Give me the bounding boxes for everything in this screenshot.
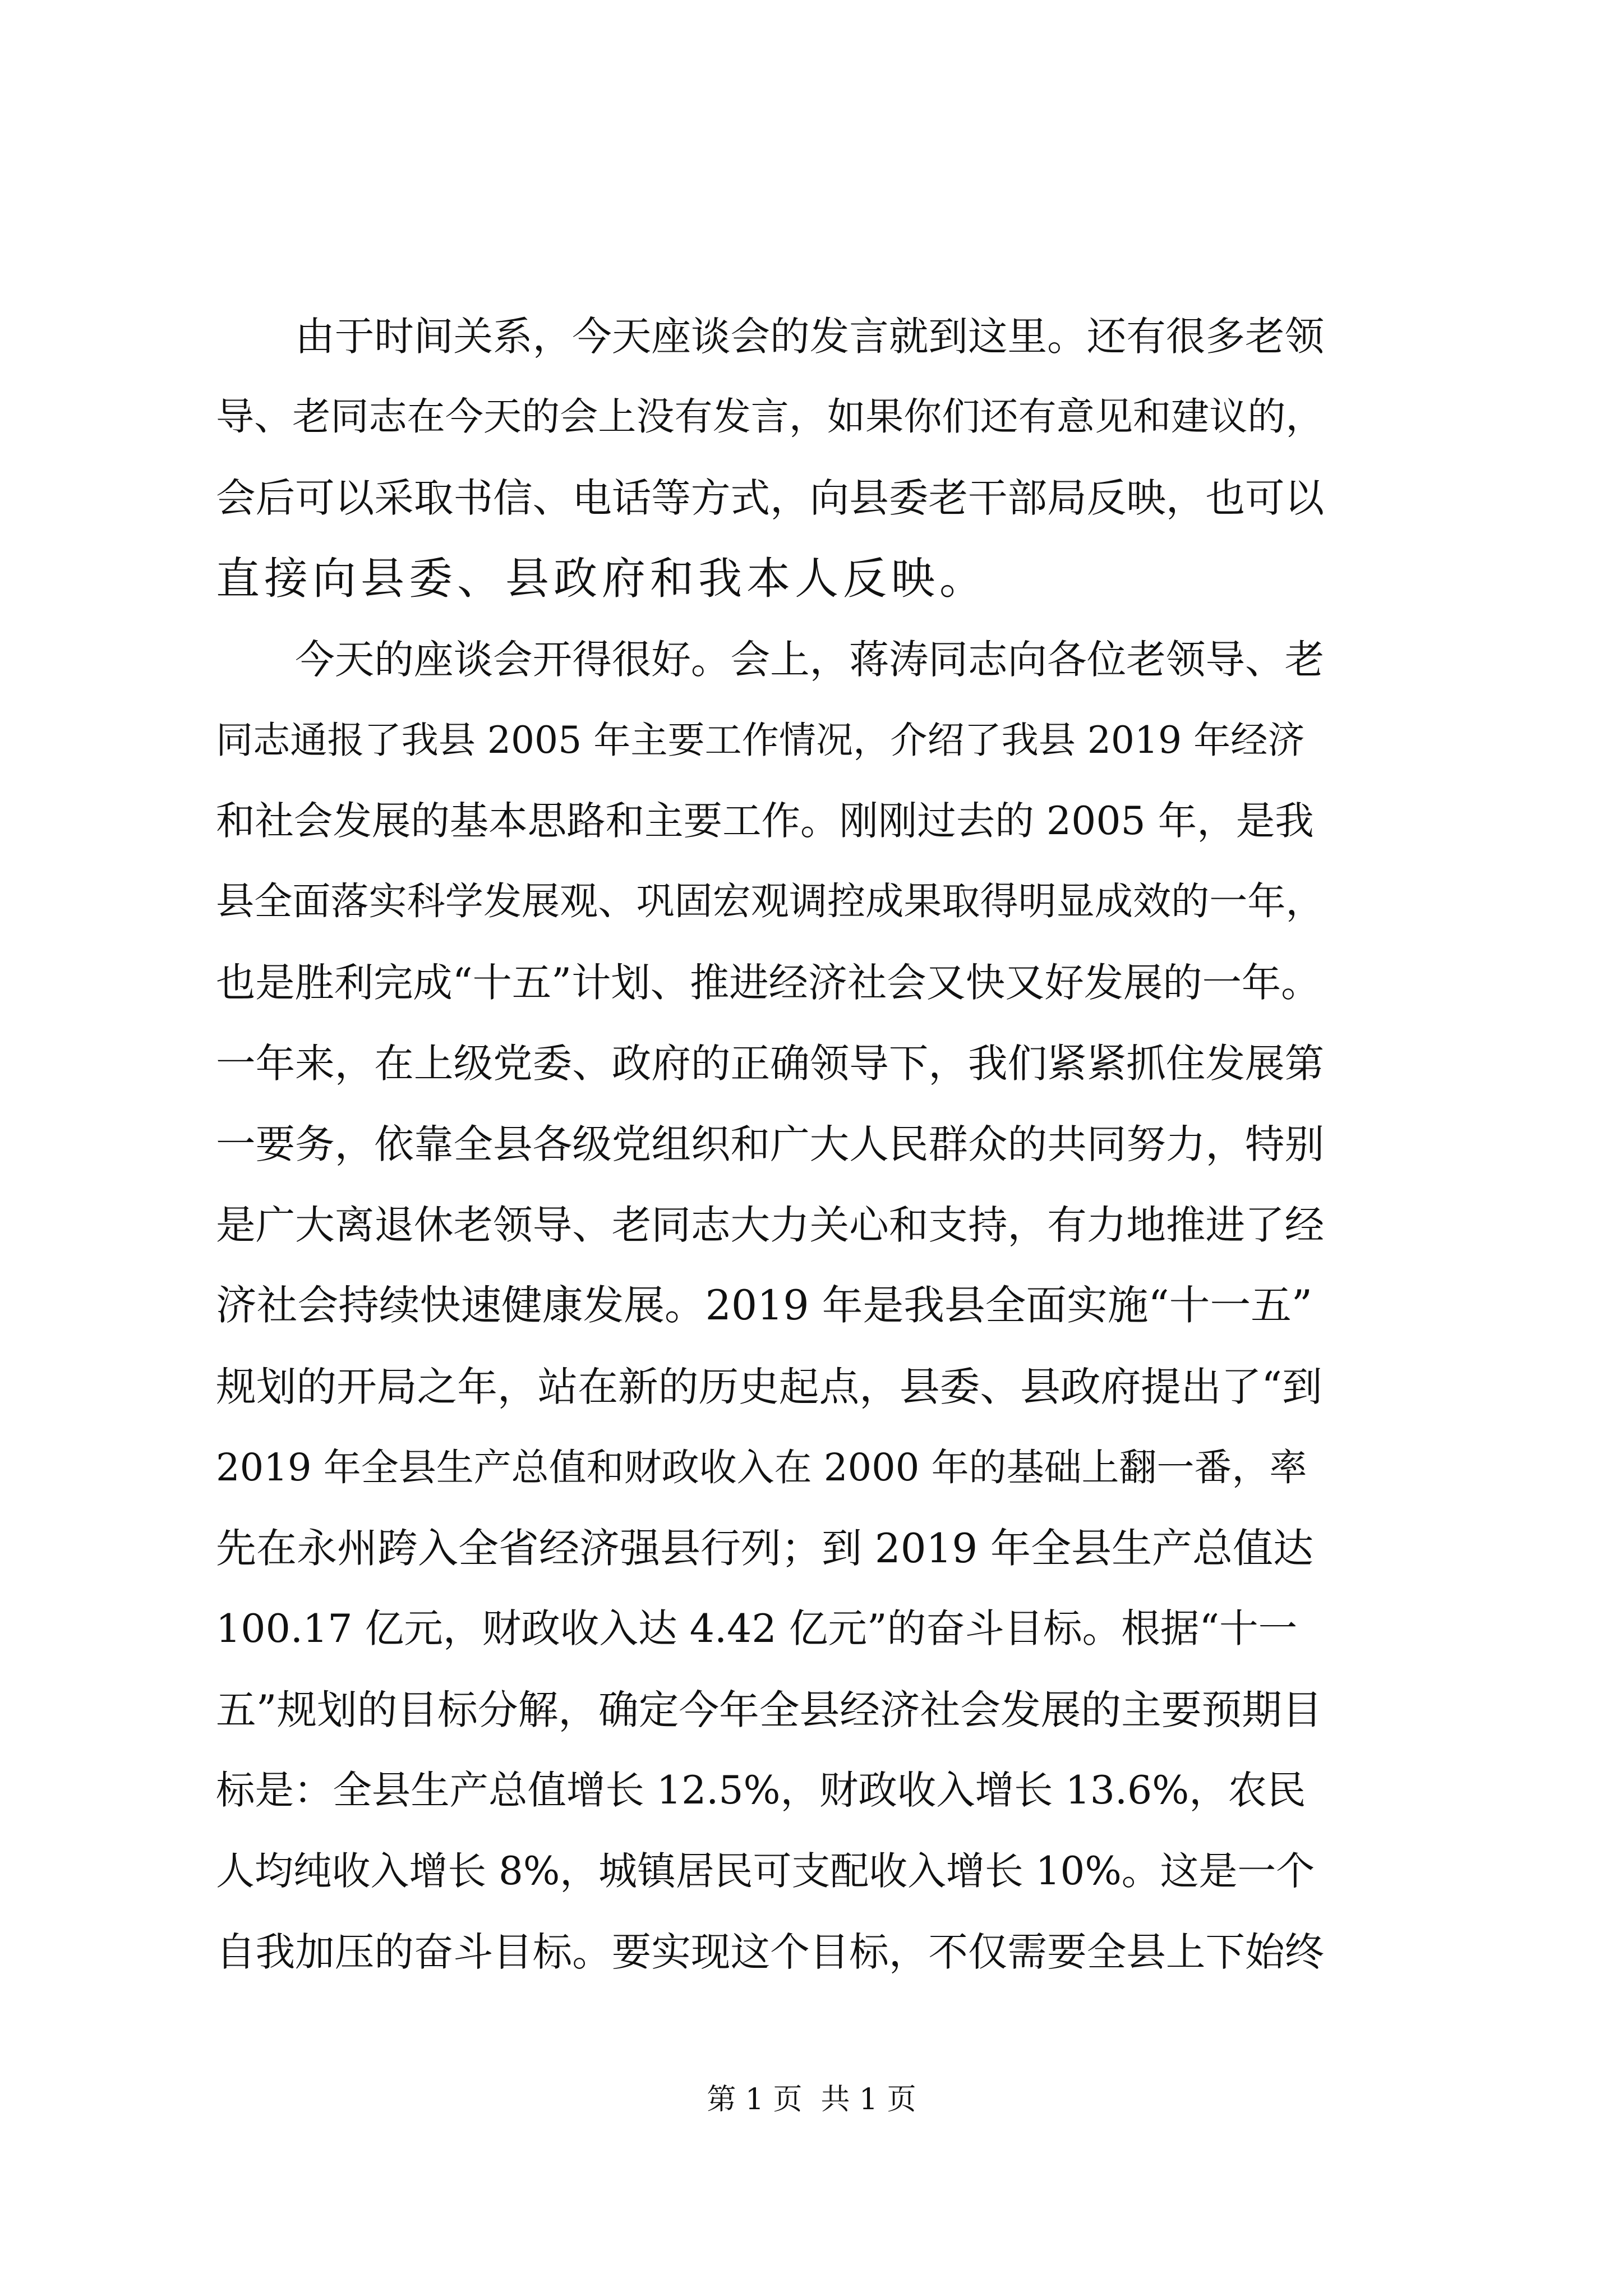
text-line: 人均纯收入增长 8%，城镇居民可支配收入增长 10%。这是一个: [216, 1849, 1315, 1894]
text-line: 标是：全县生产总值增长 12.5%，财政收入增长 13.6%，农民: [216, 1768, 1306, 1813]
text-line: 一要务，依靠全县各级党组织和广大人民群众的共同努力，特别: [216, 1121, 1325, 1167]
text-line: 济社会持续快速健康发展。2019 年是我县全面实施“十一五”: [216, 1282, 1313, 1329]
text-line: 2019 年全县生产总值和财政收入在 2000 年的基础上翻一番，率: [216, 1446, 1307, 1489]
page-number-footer: 第 1 页 共 1 页: [707, 2083, 916, 2116]
text-line: 和社会发展的基本思路和主要工作。刚刚过去的 2005 年，是我: [216, 799, 1314, 844]
text-line: 直接向县委、县政府和我本人反映。: [216, 554, 988, 604]
text-line: 同志通报了我县 2005 年主要工作情况，介绍了我县 2019 年经济: [216, 719, 1305, 762]
text-line: 一年来，在上级党委、政府的正确领导下，我们紧紧抓住发展第: [216, 1040, 1325, 1087]
text-line: 自我加压的奋斗目标。要实现这个目标，不仅需要全县上下始终: [216, 1929, 1325, 1975]
text-line: 五”规划的目标分解，确定今年全县经济社会发展的主要预期目: [216, 1686, 1322, 1733]
text-line: 先在永州跨入全省经济强县行列；到 2019 年全县生产总值达: [216, 1525, 1314, 1572]
text-line: 也是胜利完成“十五”计划、推进经济社会又快又好发展的一年。: [216, 960, 1321, 1006]
text-line: 会后可以采取书信、电话等方式，向县委老干部局反映，也可以: [216, 475, 1325, 521]
text-line: 县全面落实科学发展观、巩固宏观调控成果取得明显成效的一年，: [216, 880, 1324, 924]
text-line: 100.17 亿元，财政收入达 4.42 亿元”的奋斗目标。根据“十一: [216, 1606, 1298, 1651]
text-line: 导、老同志在今天的会上没有发言，如果你们还有意见和建议的，: [216, 395, 1324, 439]
text-line: 是广大离退休老领导、老同志大力关心和支持，有力地推进了经: [216, 1202, 1325, 1248]
text-line: 规划的开局之年，站在新的历史起点，县委、县政府提出了“到: [216, 1363, 1322, 1410]
text-line: 今天的座谈会开得很好。会上，蒋涛同志向各位老领导、老: [216, 636, 1325, 683]
text-line: 由于时间关系，今天座谈会的发言就到这里。还有很多老领: [216, 313, 1325, 360]
